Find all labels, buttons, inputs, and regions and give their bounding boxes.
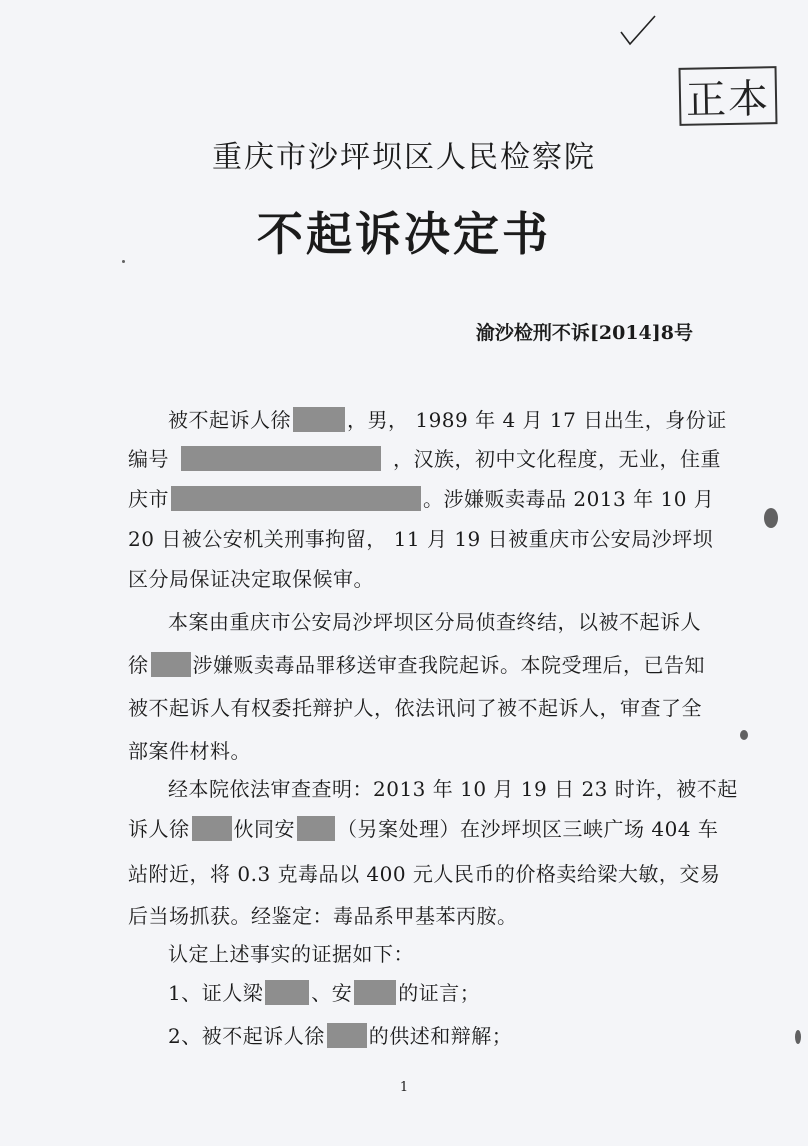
text-line: 站附近，将 0.3 克毒品以 400 元人民币的价格卖给梁大敏，交易	[128, 862, 721, 886]
text-segment: 的证言；	[398, 981, 481, 1005]
text-segment: 诉人徐	[128, 817, 190, 841]
text-segment: （另案处理）在沙坪坝区三峡广场 404 车	[337, 817, 719, 841]
page-number: 1	[399, 1080, 409, 1095]
text-segment: 伙同安	[233, 817, 295, 841]
text-line: 被不起诉人有权委托辩护人，依法讯问了被不起诉人，审查了全	[128, 696, 702, 720]
text-segment: ，汉族，初中文化程度，无业，住重	[393, 447, 721, 471]
text-line: 区分局保证决定取保候审。	[128, 567, 374, 591]
scan-speck	[764, 508, 778, 528]
scan-speck	[740, 730, 748, 740]
text-segment: 编号	[128, 447, 169, 471]
evidence-item	[168, 1020, 512, 1049]
text-line	[128, 813, 718, 842]
redaction-block	[265, 980, 309, 1005]
text-line: 经本院依法审查查明：2013 年 10 月 19 日 23 时许，被不起	[168, 777, 738, 801]
organization-name: 重庆市沙坪坝区人民检察院	[212, 140, 596, 175]
text-line: 本案由重庆市公安局沙坪坝区分局侦查终结，以被不起诉人	[168, 610, 701, 634]
evidence-item	[168, 977, 480, 1006]
original-copy-stamp: 正本	[679, 66, 778, 126]
text-line	[168, 404, 727, 433]
redaction-block	[151, 652, 191, 677]
text-line: 20 日被公安机关刑事拘留， 11 月 19 日被重庆市公安局沙坪坝	[128, 527, 714, 551]
redaction-block	[181, 446, 381, 471]
redaction-block	[171, 486, 421, 511]
redaction-block	[327, 1023, 367, 1048]
scan-speck	[122, 260, 125, 263]
text-segment: 涉嫌贩卖毒品罪移送审查我院起诉。本院受理后，已告知	[192, 653, 705, 677]
text-segment: 、安	[311, 981, 353, 1005]
redaction-block	[297, 816, 335, 841]
text-line	[128, 483, 714, 512]
text-segment: 的供述和辩解；	[368, 1024, 513, 1048]
text-line: 后当场抓获。经鉴定：毒品系甲基苯丙胺。	[128, 904, 518, 928]
document-title: 不起诉决定书	[257, 207, 551, 261]
document-number: 渝沙检刑不诉[2014]8号	[475, 322, 693, 344]
checkmark-icon	[618, 14, 658, 48]
text-line	[128, 443, 721, 472]
text-segment: ，男， 1989 年 4 月 17 日出生，身份证	[347, 408, 727, 432]
text-line: 部案件材料。	[128, 739, 251, 763]
text-segment: 庆市	[128, 487, 169, 511]
text-segment: 被不起诉人徐	[168, 408, 291, 432]
redaction-block	[293, 407, 345, 432]
text-line	[128, 649, 705, 678]
redaction-block	[354, 980, 396, 1005]
text-segment: 。涉嫌贩卖毒品 2013 年 10 月	[423, 487, 715, 511]
text-segment: 1、证人梁	[168, 981, 264, 1005]
text-segment: 徐	[128, 653, 149, 677]
redaction-block	[192, 816, 232, 841]
scan-speck	[795, 1030, 801, 1044]
text-segment: 2、被不起诉人徐	[168, 1024, 325, 1048]
text-line: 认定上述事实的证据如下：	[168, 942, 414, 966]
